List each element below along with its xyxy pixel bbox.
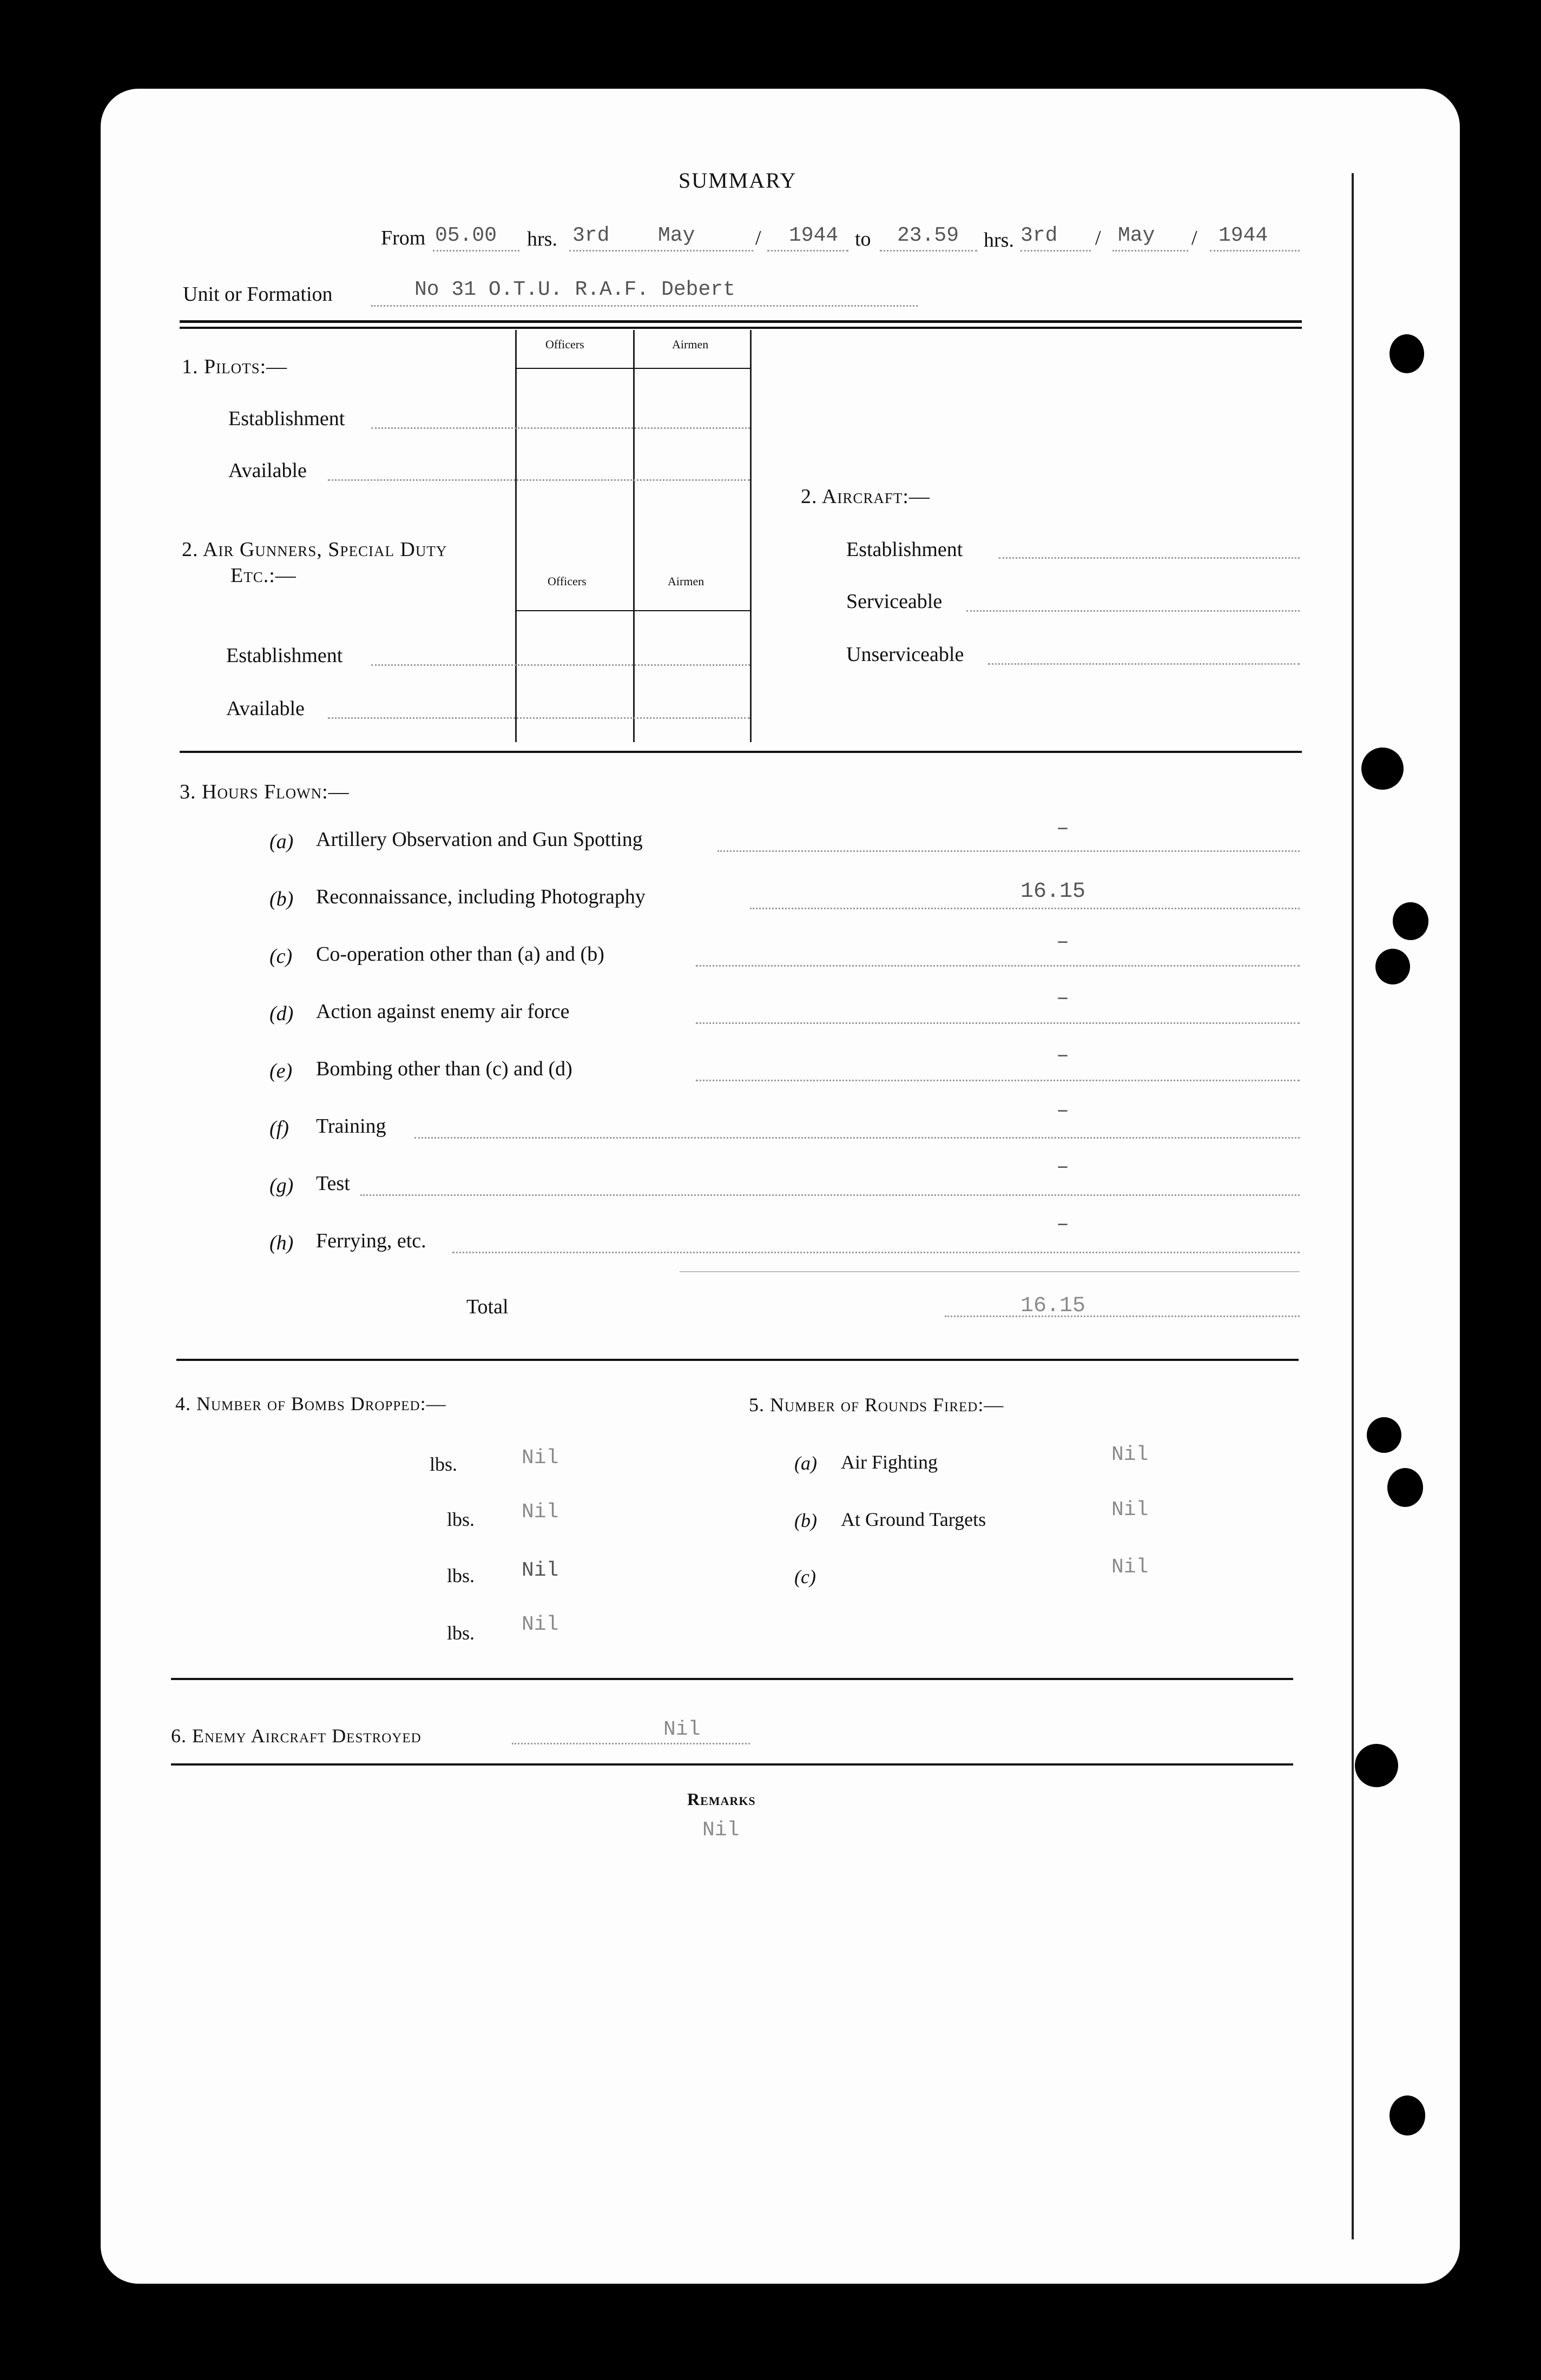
rounds-row-label: Air Fighting [841, 1451, 938, 1473]
from-time-line [433, 250, 519, 252]
bombs-row-unit: lbs. [447, 1622, 475, 1644]
gunners-establishment-label: Establishment [226, 644, 343, 667]
hours-row-value: – [1056, 1155, 1070, 1180]
aircraft-unserviceable-line [988, 663, 1300, 665]
section-rule-3 [171, 1678, 1293, 1680]
document-page [101, 89, 1460, 2284]
to-slash-2: / [1191, 227, 1197, 249]
bombs-row-value: Nil [522, 1613, 559, 1636]
to-slash-1: / [1095, 227, 1101, 249]
rounds-heading: 5. Number of Rounds Fired:— [749, 1394, 1004, 1416]
bombs-row-value: Nil [522, 1500, 559, 1524]
hours-row-letter: (e) [269, 1060, 293, 1082]
hours-row-label: Test [316, 1172, 350, 1195]
hours-row-label: Artillery Observation and Gun Spotting [316, 828, 643, 851]
hours-row-line [452, 1252, 1300, 1253]
from-year-line [767, 250, 848, 252]
remarks-value: Nil [702, 1819, 740, 1842]
hours-row-line [696, 965, 1300, 967]
to-time: 23.59 [897, 224, 959, 247]
pilots-available-label: Available [228, 459, 307, 482]
from-day-line [569, 250, 753, 252]
hours-row-value: – [1056, 987, 1070, 1011]
from-slash: / [755, 227, 761, 249]
section-rule-1 [180, 751, 1302, 753]
total-rule [680, 1271, 1300, 1272]
aircraft-serviceable-label: Serviceable [846, 590, 943, 613]
hours-row-letter: (d) [269, 1002, 294, 1025]
header-rule-1 [180, 320, 1302, 323]
grid-line-3 [750, 330, 752, 742]
pilots-establishment-label: Establishment [228, 407, 345, 430]
hours-row-letter: (a) [269, 830, 294, 853]
bombs-row-value: Nil [522, 1559, 559, 1582]
to-day-line [1020, 250, 1091, 252]
pilots-available-line [328, 479, 750, 481]
rounds-row-letter: (a) [794, 1452, 817, 1474]
hours-row-value: – [1056, 1099, 1070, 1123]
hours-row-value: – [1056, 1213, 1070, 1237]
from-year: 1944 [789, 224, 839, 247]
gunners-available-label: Available [226, 697, 305, 720]
pilots-establishment-line [371, 427, 750, 429]
gunners-col-officers: Officers [548, 574, 587, 588]
from-day: 3rd [572, 224, 610, 247]
enemy-value: Nil [663, 1718, 701, 1741]
bombs-row-unit: lbs. [447, 1565, 475, 1586]
pilots-col-airmen: Airmen [672, 338, 709, 351]
from-label: From [381, 227, 426, 249]
grid-line-1 [515, 330, 517, 742]
hours-row-line [360, 1194, 1300, 1196]
bombs-row-unit: lbs. [430, 1453, 458, 1475]
binder-hole [1389, 2095, 1425, 2136]
aircraft-establishment-label: Establishment [846, 538, 963, 561]
unit-value: No 31 O.T.U. R.A.F. Debert [414, 278, 735, 301]
grid-rule-gunners [515, 610, 751, 611]
to-label: to [855, 228, 871, 250]
hours-row-line [696, 1080, 1300, 1081]
hours-row-label: Ferrying, etc. [316, 1229, 426, 1252]
enemy-line [512, 1743, 750, 1744]
gunners-heading-1: 2. Air Gunners, Special Duty [182, 538, 447, 561]
to-month-line [1112, 250, 1188, 252]
hours-row-line [750, 908, 1300, 909]
hours-row-letter: (b) [269, 888, 294, 910]
to-year-line [1210, 250, 1300, 252]
section-rule-2 [176, 1359, 1299, 1361]
rounds-row-value: Nil [1111, 1443, 1149, 1466]
to-hrs-label: hrs. [984, 229, 1014, 252]
hours-row-label: Co-operation other than (a) and (b) [316, 943, 604, 966]
rounds-row-value: Nil [1111, 1498, 1149, 1522]
hours-row-letter: (h) [269, 1232, 294, 1254]
gunners-available-line [328, 717, 750, 719]
header-rule-2 [180, 327, 1302, 329]
hours-row-value: – [1056, 1044, 1070, 1068]
to-year: 1944 [1219, 224, 1268, 247]
rounds-row-letter: (c) [794, 1566, 816, 1588]
hours-row-value: – [1056, 817, 1070, 841]
rounds-row-label: At Ground Targets [841, 1509, 986, 1530]
hours-row-label: Training [316, 1115, 386, 1138]
hours-row-label: Bombing other than (c) and (d) [316, 1057, 572, 1080]
hours-row-value: 16.15 [1020, 880, 1086, 904]
bombs-row-unit: lbs. [447, 1509, 475, 1530]
hours-heading: 3. Hours Flown:— [180, 781, 350, 803]
to-time-line [880, 250, 977, 252]
gunners-heading-2: Etc.:— [231, 564, 297, 587]
to-month: May [1118, 224, 1155, 247]
binder-hole [1393, 902, 1428, 940]
page-title: SUMMARY [679, 168, 797, 193]
binder-hole [1367, 1417, 1401, 1453]
hours-row-line [414, 1137, 1300, 1139]
hours-row-letter: (c) [269, 945, 293, 968]
aircraft-establishment-line [999, 557, 1300, 559]
gunners-col-airmen: Airmen [668, 574, 704, 588]
aircraft-unserviceable-label: Unserviceable [846, 643, 964, 666]
bombs-row-value: Nil [522, 1446, 559, 1470]
rounds-row-value: Nil [1111, 1556, 1149, 1579]
aircraft-serviceable-line [966, 610, 1300, 612]
pilots-heading: 1. Pilots:— [182, 355, 288, 378]
binder-hole [1375, 949, 1410, 984]
aircraft-heading: 2. Aircraft:— [801, 485, 930, 508]
remarks-heading: Remarks [687, 1789, 756, 1809]
rounds-row-letter: (b) [794, 1510, 817, 1531]
hours-row-letter: (f) [269, 1117, 289, 1140]
hours-row-label: Action against enemy air force [316, 1000, 570, 1023]
binder-hole [1389, 334, 1424, 373]
bombs-heading: 4. Number of Bombs Dropped:— [175, 1393, 446, 1414]
total-line [945, 1315, 1300, 1317]
to-day: 3rd [1020, 224, 1058, 247]
unit-label: Unit or Formation [183, 283, 333, 306]
binder-hole [1355, 1744, 1398, 1787]
total-value: 16.15 [1020, 1294, 1086, 1318]
from-hrs-label: hrs. [527, 228, 557, 250]
total-label: Total [466, 1295, 509, 1318]
from-time: 05.00 [435, 224, 497, 247]
hours-row-value: – [1056, 930, 1070, 955]
binder-hole [1361, 748, 1404, 790]
from-month: May [658, 224, 695, 247]
unit-line [371, 305, 918, 307]
hours-row-line [696, 1022, 1300, 1024]
enemy-label: 6. Enemy Aircraft Destroyed [171, 1725, 422, 1747]
binder-hole [1387, 1468, 1423, 1507]
section-rule-4 [171, 1763, 1293, 1766]
pilots-col-officers: Officers [545, 338, 584, 351]
hours-row-letter: (g) [269, 1174, 294, 1197]
margin-rule [1352, 173, 1354, 2239]
hours-row-label: Reconnaissance, including Photography [316, 885, 646, 908]
grid-rule-pilots [515, 368, 751, 369]
grid-line-2 [633, 330, 635, 742]
hours-row-line [717, 850, 1300, 852]
gunners-establishment-line [371, 664, 750, 666]
